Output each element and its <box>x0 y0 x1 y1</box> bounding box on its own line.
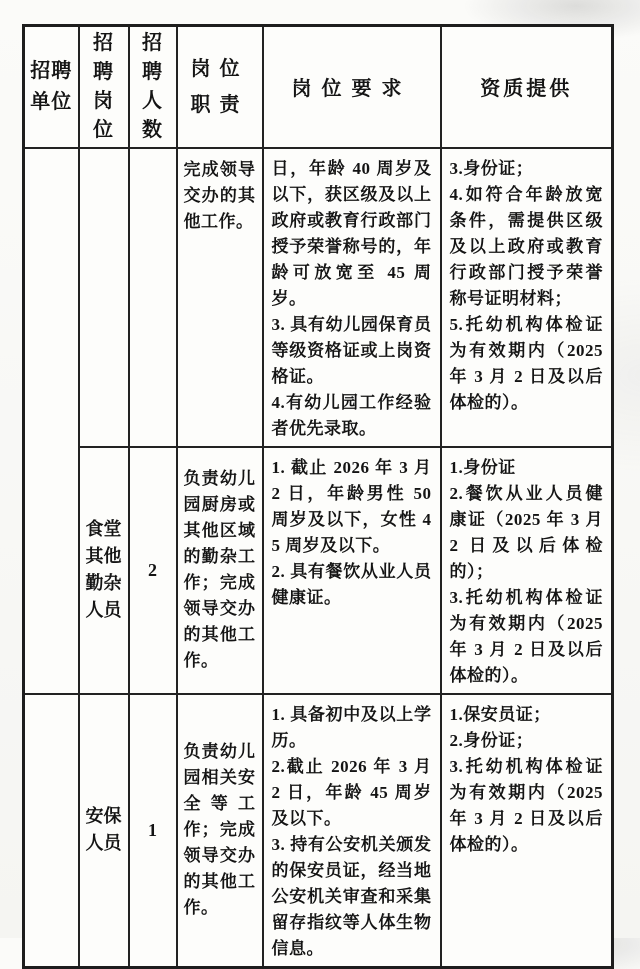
duties-paragraph: 负责幼儿园相关安全等工作；完成领导交办的其他工作。 <box>183 742 256 917</box>
header-credentials-label: 资质提供 <box>480 78 573 101</box>
table-row-canteen-staff <box>24 447 613 694</box>
cell-credentials-row1 <box>441 148 613 447</box>
requirement-item: 3. 具有幼儿园保育员等级资格证或上岗资格证。 <box>271 314 432 386</box>
cell-duties-row1 <box>177 148 263 447</box>
cell-credentials-row2 <box>441 447 613 694</box>
cell-requirements-row1 <box>263 148 441 447</box>
credential-item: 2.身份证； <box>449 730 534 750</box>
cell-credentials-row3 <box>441 694 613 968</box>
header-credentials <box>441 26 613 148</box>
cell-position-row3 <box>79 694 129 968</box>
header-unit-label: 招聘单位 <box>30 59 73 113</box>
header-duties <box>177 26 263 148</box>
credential-item: 2.餐饮从业人员健康证（2025 年 3 月 2 日及以后体检的）； <box>449 483 603 581</box>
position-label: 食堂其他勤杂人员 <box>85 519 122 620</box>
requirement-item: 4.有幼儿园工作经验者优先录取。 <box>271 392 432 438</box>
header-requirements <box>263 26 441 148</box>
credential-item: 3.身份证； <box>449 158 534 178</box>
header-requirements-label: 岗位要求 <box>291 78 412 101</box>
header-unit <box>24 26 79 148</box>
requirement-item: 1. 具备初中及以上学历。 <box>271 704 432 750</box>
credential-item: 3.托幼机构体检证为有效期内（2025 年 3 月 2 日及以后体检的）。 <box>449 587 603 685</box>
requirement-item: 日，年龄 40 周岁及以下，获区级及以上政府或教育行政部门授予荣誉称号的，年龄可放宽至 45 周岁。 <box>271 158 432 308</box>
header-count-label: 招聘人数 <box>142 31 163 141</box>
requirement-item: 1. 截止 2026 年 3 月 2 日，年龄男性 50 周岁及以下，女性 45 周岁及以下。 <box>271 457 432 555</box>
cell-position-row2 <box>79 447 129 694</box>
cell-unit-merged <box>24 148 79 694</box>
cell-requirements-row3 <box>263 694 441 968</box>
cell-count-row3: 1 <box>129 694 177 968</box>
header-position-label: 招聘岗位 <box>93 31 114 141</box>
header-position <box>79 26 129 148</box>
duties-paragraph: 完成领导交办的其他工作。 <box>183 159 256 231</box>
credential-item: 1.身份证 <box>449 457 516 477</box>
header-duties-label: 岗位职责 <box>190 57 249 116</box>
table-row-continued <box>24 148 613 447</box>
recruitment-table <box>22 24 614 969</box>
cell-duties-row3 <box>177 694 263 968</box>
credential-item: 5.托幼机构体检证为有效期内（2025 年 3 月 2 日及以后体检的）。 <box>449 314 603 412</box>
table-header-row <box>24 26 613 148</box>
cell-unit-row3 <box>24 694 79 968</box>
requirement-item: 3. 持有公安机关颁发的保安员证，经当地公安机关审查和采集留存指纹等人体生物信息。 <box>271 834 432 958</box>
credential-item: 4.如符合年龄放宽条件，需提供区级及以上政府或教育行政部门授予荣誉称号证明材料； <box>449 184 603 308</box>
credential-item: 1.保安员证； <box>449 704 551 724</box>
header-count <box>129 26 177 148</box>
cell-duties-row2 <box>177 447 263 694</box>
cell-requirements-row2 <box>263 447 441 694</box>
duties-paragraph: 负责幼儿园厨房或其他区域的勤杂工作；完成领导交办的其他工作。 <box>183 469 256 670</box>
cell-position-row1 <box>79 148 129 447</box>
table-row-security-staff <box>24 694 613 968</box>
requirement-item: 2.截止 2026 年 3 月 2 日，年龄 45 周岁及以下。 <box>271 756 432 828</box>
requirement-item: 2. 具有餐饮从业人员健康证。 <box>271 561 432 607</box>
credential-item: 3.托幼机构体检证为有效期内（2025 年 3 月 2 日及以后体检的）。 <box>449 756 603 854</box>
cell-count-row2: 2 <box>129 447 177 694</box>
cell-count-row1 <box>129 148 177 447</box>
position-label: 安保人员 <box>85 806 122 853</box>
